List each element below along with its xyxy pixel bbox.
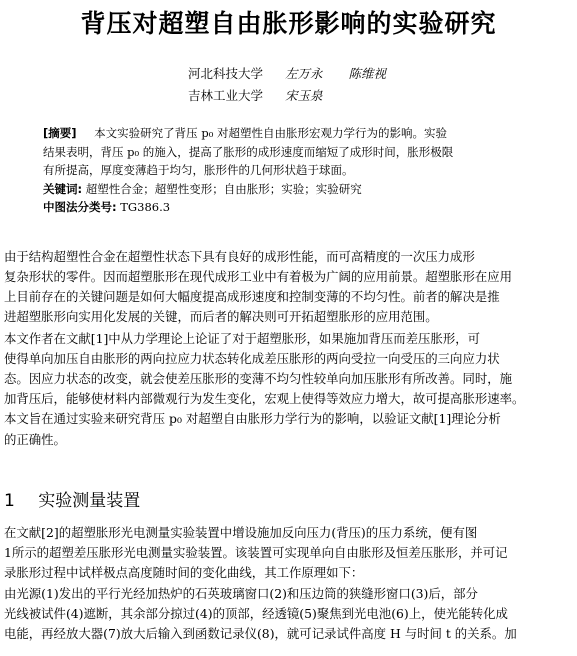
body-line: 录胀形过程中试样极点高度随时间的变化曲线，其工作原理如下： bbox=[4, 565, 364, 580]
body-line: 光线被试件(4)遮断，其余部分掠过(4)的顶部，经透镜(5)聚焦到光电池(6)上，使光能转化成 bbox=[4, 606, 508, 621]
body-line: 由于结构超塑性合金在超塑性状态下具有良好的成形性能，而可高精度的一次压力成形 bbox=[4, 249, 475, 264]
section-number: 1 bbox=[4, 491, 15, 511]
author-name: 宋玉泉 bbox=[285, 88, 323, 103]
body-line: 上目前存在的关键问题是如何大幅度提高成形速度和控制变薄的不均匀性。前者的解决是推 bbox=[4, 289, 500, 304]
affiliation-institution: 河北科技大学 bbox=[188, 66, 264, 81]
keywords-text: 超塑性合金；超塑性变形；自由胀形；实验；实验研究 bbox=[85, 181, 362, 196]
affiliation-1 bbox=[188, 64, 408, 82]
abstract-line-1 bbox=[43, 124, 543, 143]
body-line: 使得单向加压自由胀形的两向拉应力状态转化成差压胀形的两向受拉一向受压的三向应力状 bbox=[4, 351, 500, 366]
body-line: 的正确性。 bbox=[4, 432, 66, 447]
body-line: 加背压后，能够使材料内部微观行为发生变化，宏观上使得等效应力增大，故可提高胀形速率。 bbox=[4, 391, 525, 406]
abstract-line-3: 有所提高，厚度变薄趋于均匀，胀形件的几何形状趋于球面。 bbox=[43, 163, 354, 177]
body-line: 在文献[2]的超塑胀形光电测量实验装置中增设施加反向压力(背压)的压力系统，便有图 bbox=[4, 525, 478, 540]
keywords-line bbox=[43, 180, 543, 199]
section-heading bbox=[4, 486, 140, 511]
body-line: 1所示的超塑差压胀形光电测量实验装置。该装置可实现单向自由胀形及恒差压胀形，并可记 bbox=[4, 545, 508, 560]
body-line: 态。因应力状态的改变，就会使差压胀形的变薄不均匀性较单向加压胀形有所改善。同时，施 bbox=[4, 371, 513, 386]
classification-code: TG386.3 bbox=[120, 200, 171, 214]
affiliation-2 bbox=[188, 86, 345, 104]
paper-title: 背压对超塑自由胀形影响的实验研究 bbox=[80, 9, 497, 38]
abstract-line-2: 结果表明，背压 p₀ 的施入，提高了胀形的成形速度而缩短了成形时间，胀形极限 bbox=[43, 144, 454, 159]
body-line: 本文旨在通过实验来研究背压 p₀ 对超塑自由胀形力学行为的影响，以验证文献[1]理论分析 bbox=[4, 411, 501, 426]
author-name: 陈维视 bbox=[348, 66, 387, 81]
author-name: 左万永 bbox=[285, 66, 323, 81]
body-line: 电能，再经放大器(7)放大后输入到函数记录仪(8)，就可记录试件高度 H 与时间 t 的关系。加 bbox=[4, 626, 517, 641]
body-line: 进超塑胀形向实用化发展的关键，而后者的解决则可开拓超塑胀形的应用范围。 bbox=[4, 309, 438, 324]
affiliation-institution: 吉林工业大学 bbox=[188, 88, 264, 103]
keywords-label: 关键词: bbox=[43, 181, 83, 196]
classification-label: 中图法分类号: bbox=[43, 200, 117, 214]
section-title: 实验测量装置 bbox=[38, 491, 141, 511]
abstract-label: [摘要] bbox=[43, 126, 77, 140]
abstract-text: 本文实验研究了背压 p₀ 对超塑性自由胀形宏观力学行为的影响。实验 bbox=[94, 126, 447, 140]
body-line: 本文作者在文献[1]中从力学理论上论证了对于超塑胀形，如果施加背压而差压胀形，可 bbox=[4, 331, 481, 346]
body-line: 复杂形状的零件。因而超塑胀形在现代成形工业中有着极为广阔的应用前景。超塑胀形在应用 bbox=[4, 269, 513, 284]
body-line: 由光源(1)发出的平行光经加热炉的石英玻璃窗口(2)和压边筒的狭缝形窗口(3)后，部分 bbox=[4, 586, 478, 601]
classification-line bbox=[43, 198, 543, 217]
abstract-block bbox=[43, 124, 543, 217]
